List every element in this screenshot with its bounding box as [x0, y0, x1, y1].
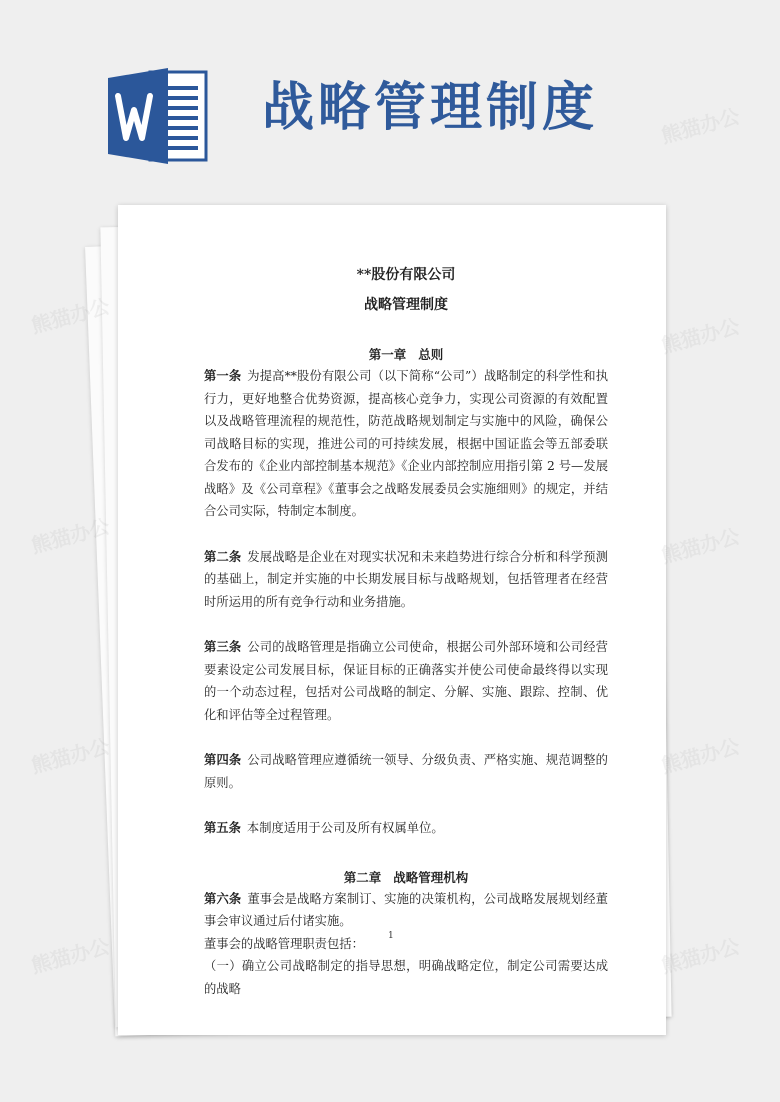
- chapter-heading: [204, 345, 608, 365]
- article-text: 为提高**股份有限公司（以下简称“公司”）战略制定的科学性和执行力，更好地整合优势资源，提高核心竞争力，实现公司资源的有效配置以及战略管理流程的规范性，防范战略规划制定与实施中的风险，确保公司战略目标的实现，推进公司的可持续发展，根据中国证监会等五部委联合发布的《企业内部控制基本规范》《企业内部控制应用指引第 2 号—发展战略》及《公司章程》《董事会之战略发展委员会实施细则》的规定，并结合公司实际，特制定本制度。: [204, 369, 608, 518]
- page-number: 1: [388, 931, 394, 941]
- article-6: [204, 888, 608, 933]
- article-label: 第二条: [204, 548, 242, 564]
- chapter-number: 第二章: [343, 869, 382, 885]
- article-text: 公司战略管理应遵循统一领导、分级负责、严格实施、规范调整的原则。: [204, 753, 608, 790]
- watermark: 熊猫办公: [658, 104, 743, 148]
- article-label: 第三条: [204, 639, 242, 654]
- article-3: [204, 636, 608, 726]
- article-label: 第四条: [204, 752, 242, 767]
- article-2: [204, 546, 608, 614]
- article-5: [204, 817, 608, 840]
- chapter-name: 战略管理机构: [393, 869, 469, 885]
- watermark: 熊猫办公: [28, 934, 113, 978]
- article-1: [204, 365, 608, 523]
- article-text: 公司的战略管理是指确立公司使命，根据公司外部环境和公司经营要素设定公司发展目标，保证目标的正确落实并使公司使命最终得以实现的一个动态过程，包括对公司战略的制定、分解、实施、跟踪、控制、优化和评估等全过程管理。: [204, 640, 608, 722]
- chapter-heading: [204, 868, 608, 888]
- article-label: 第六条: [204, 890, 242, 906]
- watermark: 熊猫办公: [28, 294, 113, 338]
- article-label: 第五条: [204, 820, 241, 835]
- watermark: 熊猫办公: [658, 524, 743, 568]
- watermark: 熊猫办公: [658, 734, 743, 778]
- banner: [0, 0, 780, 200]
- watermark: 熊猫办公: [28, 734, 113, 778]
- watermark: 熊猫办公: [28, 514, 113, 558]
- watermark: 熊猫办公: [658, 934, 743, 978]
- board-duties-intro: 董事会的战略管理职责包括：: [204, 936, 364, 951]
- article-text: 董事会是战略方案制订、实施的决策机构，公司战略发展规划经董事会审议通过后付诸实施。: [204, 891, 608, 928]
- article-text: 本制度适用于公司及所有权属单位。: [246, 821, 444, 835]
- chapter-number: 第一章: [368, 347, 407, 362]
- article-text: 发展战略是企业在对现实状况和未来趋势进行综合分析和科学预测的基础上，制定并实施的中长期发展目标与战略规划，包括管理者在经营时所运用的所有竞争行动和业务措施。: [204, 549, 608, 609]
- watermark: 熊猫办公: [658, 314, 743, 358]
- document-body: [204, 263, 608, 1000]
- company-name: **股份有限公司: [356, 267, 456, 283]
- document-title: 战略管理制度: [364, 297, 448, 313]
- article-label: 第一条: [204, 368, 242, 383]
- article-4: [204, 749, 608, 794]
- word-doc-icon: [108, 68, 208, 164]
- banner-title: 战略管理制度: [262, 78, 599, 138]
- document-page: [118, 205, 666, 1035]
- chapter-name: 总则: [418, 347, 444, 362]
- duty-item-1: （一）确立公司战略制定的指导思想，明确战略定位，制定公司需要达成的战略: [204, 959, 608, 996]
